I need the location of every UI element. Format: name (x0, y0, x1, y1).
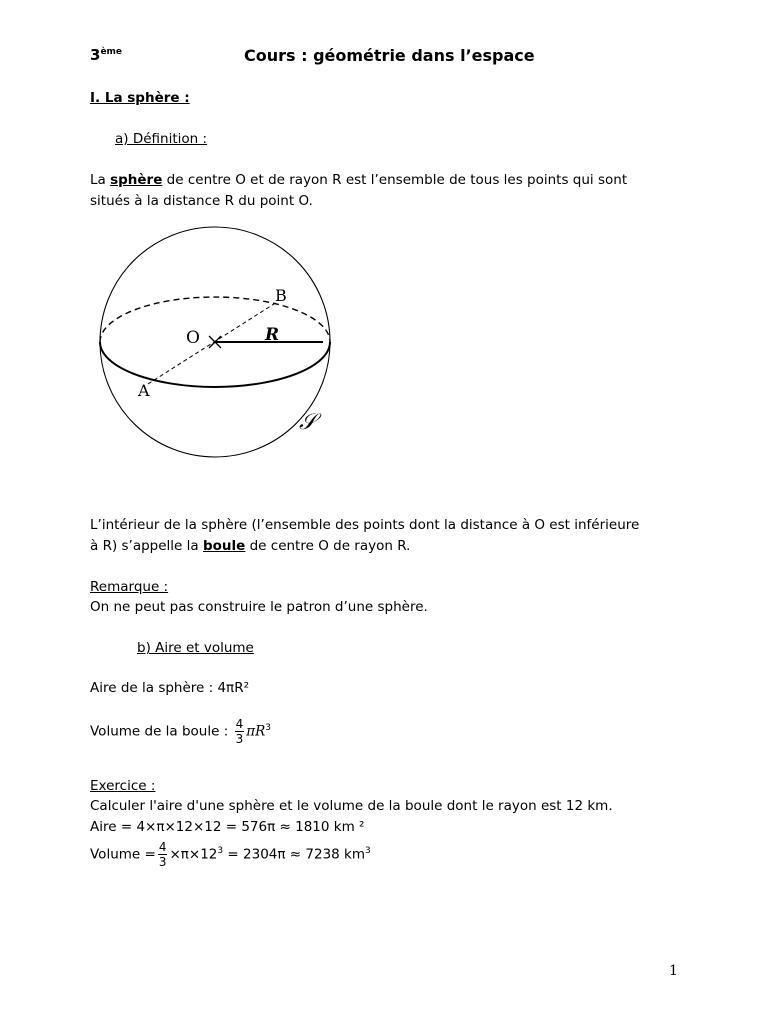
grade-label: 3ème (90, 46, 123, 64)
page-title: Cours : géométrie dans l’espace (244, 46, 535, 65)
remark-text: On ne peut pas construire le patron d’une sphère. (90, 599, 428, 615)
label-s: 𝒮 (299, 410, 317, 435)
area-formula: Aire de la sphère : 4πR² (90, 680, 249, 696)
exercise-fraction: $\frac{4}{3}$ (158, 840, 167, 869)
fraction-4-3: $\frac{4}{3}$ (235, 717, 244, 746)
exercise-title: Exercice : (90, 778, 156, 794)
label-r: R (265, 325, 280, 345)
equator-back (100, 297, 330, 342)
definition-line-2: situés à la distance R du point O. (90, 193, 313, 209)
subsection-definition: a) Définition : (115, 131, 208, 147)
label-b: B (275, 286, 287, 305)
label-o: O (186, 328, 200, 348)
definition-line-1: La sphère de centre O et de rayon R est l’ensemble de tous les points qui sont (90, 172, 628, 188)
page-number: 1 (669, 963, 678, 979)
exercise-volume: Volume = $\frac{4}{3}$ $\times\pi\times 12^3 = 2304\pi \approx 7238$ $km^3$ (90, 840, 371, 869)
label-a: A (138, 381, 150, 400)
interior-line-2: à R) s’appelle la boule de centre O de rayon R. (90, 538, 411, 554)
section-title-sphere: I. La sphère : (90, 90, 190, 106)
exercise-area: Aire = 4×π×12×12 = 576π ≈ 1810 km ² (90, 819, 365, 835)
keyword-sphere: sphère (110, 172, 163, 188)
exercise-statement: Calculer l'aire d'une sphère et le volume de la boule dont le rayon est 12 km. (90, 798, 613, 814)
volume-formula: Volume de la boule : $\frac{4}{3}$ $\pi R^3$ (90, 717, 271, 746)
remark-title: Remarque : (90, 579, 169, 595)
equator-front (100, 342, 330, 387)
keyword-boule: boule (202, 538, 246, 554)
interior-line-1: L’intérieur de la sphère (l’ensemble des points dont la distance à O est inférieure (90, 517, 640, 533)
subsection-area-volume: b) Aire et volume (137, 640, 254, 656)
